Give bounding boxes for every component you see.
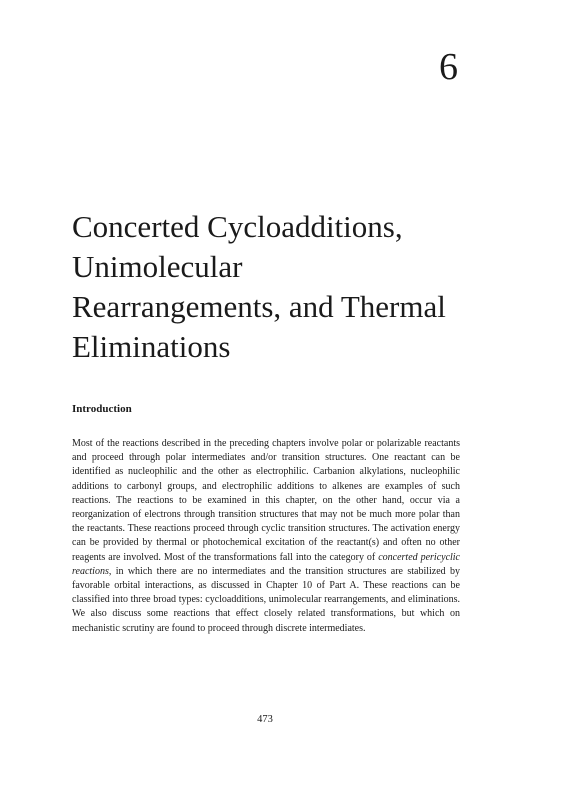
body-text-part: , in which there are no intermediates and the transition structures are stabilized by favorable orbital interactions, as discussed in Chapter 10 of Part A. These reactions can be classified into three broad types: cycloadditions, unimolecular rearrangements, and eliminations. We also discuss some reactions that effect closely related transformations, but which on mechanistic scrutiny are found to proceed through discrete intermediates. bbox=[72, 565, 460, 634]
body-italic-phrase: concerted pericyclic reactions bbox=[72, 551, 461, 577]
section-heading: Introduction bbox=[72, 403, 132, 415]
chapter-title bbox=[72, 207, 492, 367]
chapter-title-line: Unimolecular bbox=[72, 249, 243, 284]
body-paragraph bbox=[72, 437, 460, 636]
chapter-title-line: Concerted Cycloadditions, bbox=[72, 209, 403, 244]
page-number: 473 bbox=[257, 714, 273, 725]
chapter-number: 6 bbox=[439, 46, 458, 88]
chapter-title-line: Eliminations bbox=[72, 329, 231, 364]
body-text-part: Most of the reactions described in the preceding chapters involve polar or polarizable reactants and proceed through polar intermediates and/or transition structures. One reactant can be identified as nucleophilic and the other as electrophilic. Carbanion alkylations, nucleophilic additions to carbonyl groups, and electrophilic additions to alkenes are examples of such reactions. The reactions to be examined in this chapter, on the other hand, occur via a reorganization of electrons through transition structures that may not be much more polar than the reactants. These reactions proceed through cyclic transition structures. The activation energy can be provided by thermal or photochemical excitation of the reactant(s) and often no other reagents are involved. Most of the transformations fall into the category of bbox=[72, 438, 460, 563]
chapter-title-line: Rearrangements, and Thermal bbox=[72, 289, 446, 324]
